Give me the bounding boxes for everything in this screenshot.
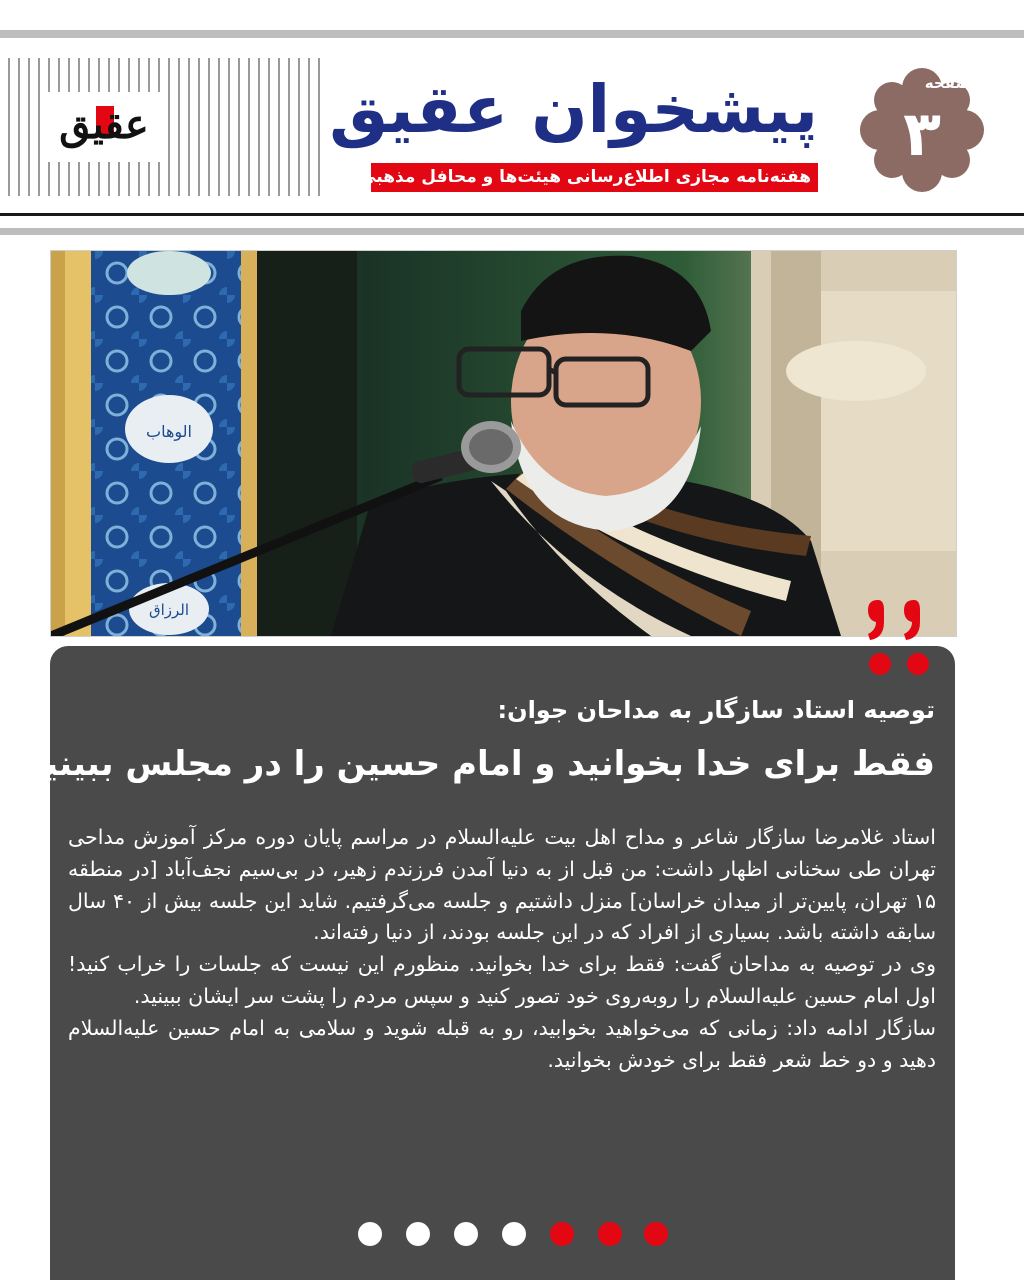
top-rule bbox=[0, 30, 1024, 38]
page-dot[interactable] bbox=[598, 1222, 622, 1246]
page-dot[interactable] bbox=[406, 1222, 430, 1246]
quote-icon bbox=[864, 600, 936, 678]
page-number: ۳ bbox=[903, 97, 941, 170]
article-photo bbox=[50, 250, 957, 637]
page-dot[interactable] bbox=[550, 1222, 574, 1246]
header-divider bbox=[0, 213, 1024, 216]
article-paragraph: استاد غلامرضا سازگار شاعر و مداح اهل بیت علیه‌السلام در مراسم پایان دوره مرکز آموزش مداحی تهران طی سخنانی اظهار داشت: من قبل از به دنیا آمدن فرزندم زهیر، در بی‌سیم نجف‌آباد [در منطقه ۱۵ تهران، پایین‌تر از میدان خراسان] منزل داشتیم و جلسه می‌گرفتیم. شاید این جلسه بیش از ۴۰ سال سابقه داشته باشد. بسیاری از افراد که در این جلسه بودند، از دنیا رفته‌اند. bbox=[68, 825, 936, 945]
page-label: صفحه bbox=[924, 74, 970, 92]
page-dot[interactable] bbox=[502, 1222, 526, 1246]
page-dot[interactable] bbox=[454, 1222, 478, 1246]
logo bbox=[48, 92, 160, 162]
masthead-subtitle: هفته‌نامه مجازی اطلاع‌رسانی هیئت‌ها و محافل مذهبی bbox=[359, 167, 811, 187]
article-paragraph: وی در توصیه به مداحان گفت: فقط برای خدا بخوانید. منظورم این نیست که جلسات را خراب کنید! اول امام حسین علیه‌السلام را روبه‌روی خود تصور کنید و سپس مردم را پشت سر ایشان ببینید. bbox=[68, 952, 936, 1008]
article-headline: فقط برای خدا بخوانید و امام حسین را در مجلس ببینید bbox=[25, 744, 935, 784]
masthead-title: پیشخوان عقیق bbox=[329, 71, 818, 148]
pagination-dots bbox=[352, 1222, 672, 1250]
article-kicker: توصیه استاد سازگار به مداحان جوان: bbox=[497, 696, 935, 724]
page-dot[interactable] bbox=[644, 1222, 668, 1246]
article-body bbox=[68, 822, 936, 1076]
logo-text: عقیق bbox=[59, 101, 149, 148]
bottom-rule bbox=[0, 228, 1024, 235]
article-paragraph: سازگار ادامه داد: زمانی که می‌خواهید بخوابید، رو به قبله شوید و سلامی به امام حسین علیه‌السلام دهید و دو خط شعر فقط برای خودش بخوانید. bbox=[68, 1015, 936, 1072]
page-dot[interactable] bbox=[358, 1222, 382, 1246]
wall-plaque-1: الوهاب bbox=[146, 422, 192, 441]
wall-plaque-2: الرزاق bbox=[148, 601, 190, 619]
